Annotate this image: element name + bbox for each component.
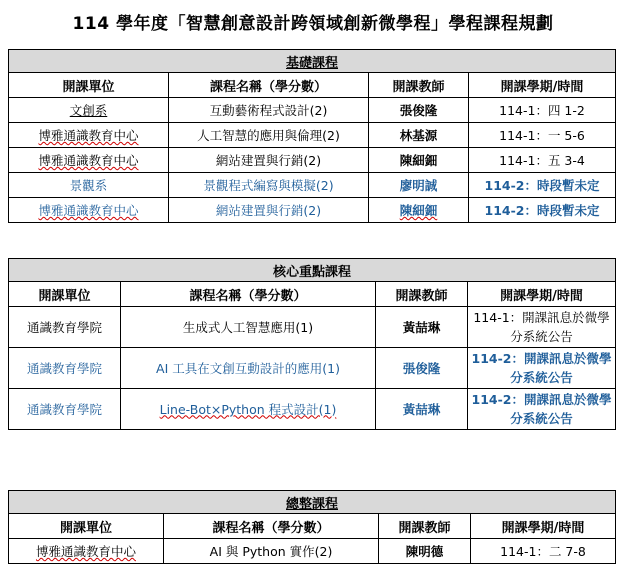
unit-cell: 博雅通識教育中心 [9, 148, 169, 173]
course-cell: 網站建置與行銷(2) [169, 198, 369, 223]
unit-cell: 通識教育學院 [9, 348, 121, 389]
table-row [9, 123, 616, 148]
unit-cell: 景觀系 [9, 173, 169, 198]
header-term: 開課學期/時間 [469, 73, 616, 98]
header-term: 開課學期/時間 [471, 514, 616, 539]
header-course: 課程名稱（學分數） [164, 514, 379, 539]
table-row [9, 307, 616, 348]
teacher-cell: 張俊隆 [376, 348, 468, 389]
teacher-cell: 陳細鈿 [369, 198, 469, 223]
unit-cell: 文創系 [9, 98, 169, 123]
teacher-cell: 陳明德 [379, 539, 471, 564]
header-course: 課程名稱（學分數） [169, 73, 369, 98]
header-unit: 開課單位 [9, 73, 169, 98]
term-cell: 114-1：四 1-2 [469, 98, 616, 123]
course-cell: 景觀程式編寫與模擬(2) [169, 173, 369, 198]
header-unit: 開課單位 [9, 514, 164, 539]
course-cell: Line-Bot×Python 程式設計(1) [121, 389, 376, 430]
section-basic-label: 基礎課程 [9, 50, 616, 73]
table-row [9, 389, 616, 430]
term-cell: 114-2：時段暫未定 [469, 198, 616, 223]
header-term: 開課學期/時間 [468, 282, 616, 307]
core-courses-table [8, 258, 616, 430]
term-cell: 114-2：時段暫未定 [469, 173, 616, 198]
term-cell: 114-2：開課訊息於微學分系統公告 [468, 348, 616, 389]
unit-cell: 通識教育學院 [9, 307, 121, 348]
table-row [9, 148, 616, 173]
course-cell: AI 工具在文創互動設計的應用(1) [121, 348, 376, 389]
header-teacher: 開課教師 [369, 73, 469, 98]
unit-cell: 通識教育學院 [9, 389, 121, 430]
table-row [9, 98, 616, 123]
teacher-cell: 黃喆琳 [376, 389, 468, 430]
course-cell: AI 與 Python 實作(2) [164, 539, 379, 564]
basic-courses-table [8, 49, 616, 223]
section-core-label: 核心重點課程 [9, 259, 616, 282]
term-cell: 114-1：五 3-4 [469, 148, 616, 173]
capstone-courses-table [8, 490, 616, 564]
teacher-cell: 廖明誠 [369, 173, 469, 198]
teacher-cell: 林基源 [369, 123, 469, 148]
header-unit: 開課單位 [9, 282, 121, 307]
page-title: 114 學年度「智慧創意設計跨領域創新微學程」學程課程規劃 [72, 14, 554, 34]
table-row [9, 173, 616, 198]
unit-cell: 博雅通識教育中心 [9, 198, 169, 223]
course-cell: 網站建置與行銷(2) [169, 148, 369, 173]
teacher-cell: 張俊隆 [369, 98, 469, 123]
term-cell: 114-1：開課訊息於微學分系統公告 [468, 307, 616, 348]
table-row [9, 198, 616, 223]
teacher-cell: 黃喆琳 [376, 307, 468, 348]
term-cell: 114-1：二 7-8 [471, 539, 616, 564]
course-cell: 互動藝術程式設計(2) [169, 98, 369, 123]
term-cell: 114-2：開課訊息於微學分系統公告 [468, 389, 616, 430]
teacher-cell: 陳細鈿 [369, 148, 469, 173]
table-row [9, 539, 616, 564]
header-teacher: 開課教師 [376, 282, 468, 307]
header-teacher: 開課教師 [379, 514, 471, 539]
course-cell: 人工智慧的應用與倫理(2) [169, 123, 369, 148]
term-cell: 114-1：一 5-6 [469, 123, 616, 148]
header-course: 課程名稱（學分數） [121, 282, 376, 307]
course-cell: 生成式人工智慧應用(1) [121, 307, 376, 348]
table-row [9, 348, 616, 389]
unit-cell: 博雅通識教育中心 [9, 539, 164, 564]
unit-cell: 博雅通識教育中心 [9, 123, 169, 148]
section-capstone-label: 總整課程 [9, 491, 616, 514]
